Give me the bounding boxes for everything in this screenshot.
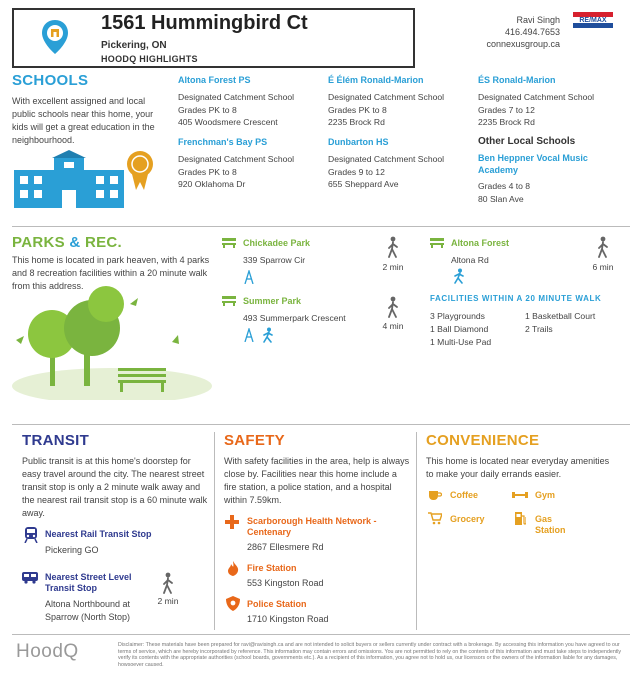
convenience-item[interactable]: Coffee xyxy=(450,490,479,500)
disclaimer: Disclaimer: These materials have been prepared for ravi@ravisingh.ca and are not intended to solicit buyers or sellers currently under contract with a brokerage. By accessing this information you have agreed to our terms of service, which are hereby incorporated by reference. This information may contain errors and omissions. You are not permitted to rely on the contents of this information and must take steps to independently verify its contents with the appropriate authorities (school boards, governments etc.). As a recipient of this information, you agree not to hold us, our licensors or the owners of the information liable for any damages, howsoever caused. xyxy=(118,642,622,668)
walk-time: 4 min xyxy=(382,321,404,331)
coffee-icon xyxy=(428,489,442,501)
school-grades: Grades PK to 8 xyxy=(328,104,387,115)
convenience-item[interactable]: Gas Station xyxy=(535,514,566,535)
walking-icon xyxy=(161,572,175,594)
facility-item: 1 Basketball Court xyxy=(525,311,596,321)
school-card[interactable] xyxy=(328,74,473,129)
train-icon xyxy=(24,527,38,543)
schools-description: With excellent assigned and local public schools near this home, your kids will get a great education in the neighbourhood. xyxy=(12,96,155,145)
safety-address: 1710 Kingston Road xyxy=(247,614,329,624)
safety-address: 2867 Ellesmere Rd xyxy=(247,542,324,552)
facility-item: 3 Playgrounds xyxy=(430,311,485,321)
rail-transit-stop[interactable]: Pickering GO xyxy=(45,545,99,555)
hoodq-logo[interactable]: HoodQ xyxy=(16,641,79,662)
walk-time: 6 min xyxy=(592,262,614,272)
school-address: 405 Woodsmere Crescent xyxy=(178,117,278,127)
park-name[interactable]: Altona Forest xyxy=(451,238,510,248)
dumbbell-icon xyxy=(512,490,528,500)
property-city: Pickering, ON xyxy=(101,40,167,51)
facilities-title: FACILITIES WITHIN A 20 MINUTE WALK xyxy=(430,294,602,303)
property-address: 1561 Hummingbird Ct xyxy=(101,12,308,34)
safety-name[interactable]: Police Station xyxy=(247,599,307,609)
school-name[interactable]: Dunbarton HS xyxy=(328,137,389,147)
street-transit-label: Nearest Street Level Transit Stop xyxy=(45,572,132,593)
convenience-title: CONVENIENCE xyxy=(426,432,540,449)
highlights-label: HOODQ HIGHLIGHTS xyxy=(101,54,198,64)
other-schools xyxy=(478,136,628,205)
safety-address: 553 Kingston Road xyxy=(247,578,324,588)
parks-title-b: REC. xyxy=(84,234,123,251)
school-address: 920 Oklahoma Dr xyxy=(178,179,246,189)
column-divider xyxy=(214,432,215,630)
school-type: Designated Catchment School xyxy=(328,154,445,164)
gas-pump-icon xyxy=(514,511,526,526)
school-type: Designated Catchment School xyxy=(178,92,295,102)
fire-icon xyxy=(227,561,239,576)
other-schools-title: Other Local Schools xyxy=(478,136,576,147)
school-grades: Grades PK to 8 xyxy=(178,166,237,177)
police-badge-icon xyxy=(226,596,240,611)
facility-item: 1 Ball Diamond xyxy=(430,324,489,334)
convenience-item[interactable]: Gym xyxy=(535,490,556,500)
safety-description: With safety facilities in the area, help is always close by. Facilities near this home include a fire station, a police station, and a hospital within 7.59km. xyxy=(224,456,410,505)
convenience-item[interactable]: Grocery xyxy=(450,514,485,524)
school-type: Designated Catchment School xyxy=(478,92,595,102)
school-card[interactable] xyxy=(328,136,473,191)
school-grades: Grades 4 to 8 xyxy=(478,181,531,191)
parks-description: This home is located in park heaven, with 4 parks and 8 recreation facilities within a 20 minute walk from this address. xyxy=(12,255,210,291)
transit-description: Public transit is at this home's doorstep for easy travel around the city. The nearest street transit stop is only a 2 minute walk away and the nearest rail transit stop is a 60 minute walk away. xyxy=(22,456,208,518)
parks-title xyxy=(12,234,122,251)
park-name[interactable]: Summer Park xyxy=(243,296,302,306)
safety-title: SAFETY xyxy=(224,432,285,449)
school-name[interactable]: É Élém Ronald-Marion xyxy=(328,75,424,85)
school-address: 655 Sheppard Ave xyxy=(328,179,399,189)
playground-icon xyxy=(243,328,255,342)
school-pin-icon xyxy=(41,19,69,55)
bus-icon xyxy=(22,572,38,584)
school-address: 2235 Brock Rd xyxy=(478,117,535,127)
shopping-cart-icon xyxy=(428,512,442,525)
walking-icon xyxy=(386,296,400,318)
playground-icon xyxy=(243,270,255,284)
school-grades: Grades 7 to 12 xyxy=(478,104,535,115)
walking-icon xyxy=(386,236,400,258)
school-card[interactable] xyxy=(178,74,323,129)
park-address: 493 Summerpark Crescent xyxy=(243,313,346,323)
transit-title: TRANSIT xyxy=(22,432,90,449)
schools-title: SCHOOLS xyxy=(12,72,89,89)
safety-name[interactable]: Scarborough Health Network - Centenary xyxy=(247,516,377,537)
bench-icon xyxy=(222,296,236,306)
agent-info xyxy=(472,14,560,50)
trail-runner-icon xyxy=(262,327,274,343)
school-name[interactable]: ÉS Ronald-Marion xyxy=(478,75,556,85)
hospital-icon xyxy=(225,515,239,529)
park-address: Altona Rd xyxy=(451,255,489,265)
school-name[interactable]: Ben Heppner Vocal Music Academy xyxy=(478,153,588,175)
facility-item: 1 Multi-Use Pad xyxy=(430,337,492,347)
agent-website[interactable]: connexusgroup.ca xyxy=(486,39,560,49)
section-divider xyxy=(12,226,630,227)
walk-time: 2 min xyxy=(157,596,179,606)
bench-icon xyxy=(430,238,444,248)
street-transit-stop[interactable]: Altona Northbound at Sparrow (North Stop) xyxy=(45,599,131,622)
school-address: 80 Slan Ave xyxy=(478,193,524,204)
school-type: Designated Catchment School xyxy=(328,92,445,102)
school-card[interactable] xyxy=(178,136,323,191)
column-divider xyxy=(416,432,417,630)
rail-transit-label: Nearest Rail Transit Stop xyxy=(45,529,152,539)
school-name[interactable]: Frenchman's Bay PS xyxy=(178,137,268,147)
bench-icon xyxy=(222,238,236,248)
walking-icon xyxy=(596,236,610,258)
school-building-icon xyxy=(14,150,164,208)
parks-title-amp: & xyxy=(69,234,81,251)
school-type: Designated Catchment School xyxy=(178,154,295,164)
trail-runner-icon xyxy=(453,268,465,284)
park-address: 339 Sparrow Cir xyxy=(243,255,306,265)
park-name[interactable]: Chickadee Park xyxy=(243,238,311,248)
agent-name: Ravi Singh xyxy=(516,15,560,25)
facility-item: 2 Trails xyxy=(525,324,553,334)
section-divider xyxy=(12,424,630,425)
school-card[interactable] xyxy=(478,74,628,129)
footer-divider xyxy=(12,634,630,635)
park-illustration xyxy=(12,282,212,400)
parks-title-a: PARKS xyxy=(12,234,65,251)
school-name[interactable]: Altona Forest PS xyxy=(178,75,251,85)
convenience-description: This home is located near everyday amenities to make your daily errands easier. xyxy=(426,456,610,479)
safety-name[interactable]: Fire Station xyxy=(247,563,297,573)
agent-phone[interactable]: 416.494.7653 xyxy=(504,27,560,37)
school-grades: Grades 9 to 12 xyxy=(328,166,385,177)
walk-time: 2 min xyxy=(382,262,404,272)
school-grades: Grades PK to 8 xyxy=(178,104,237,115)
brokerage-logo-text: RE/MAX xyxy=(579,17,607,24)
school-address: 2235 Brock Rd xyxy=(328,117,385,127)
brokerage-logo xyxy=(573,12,613,28)
